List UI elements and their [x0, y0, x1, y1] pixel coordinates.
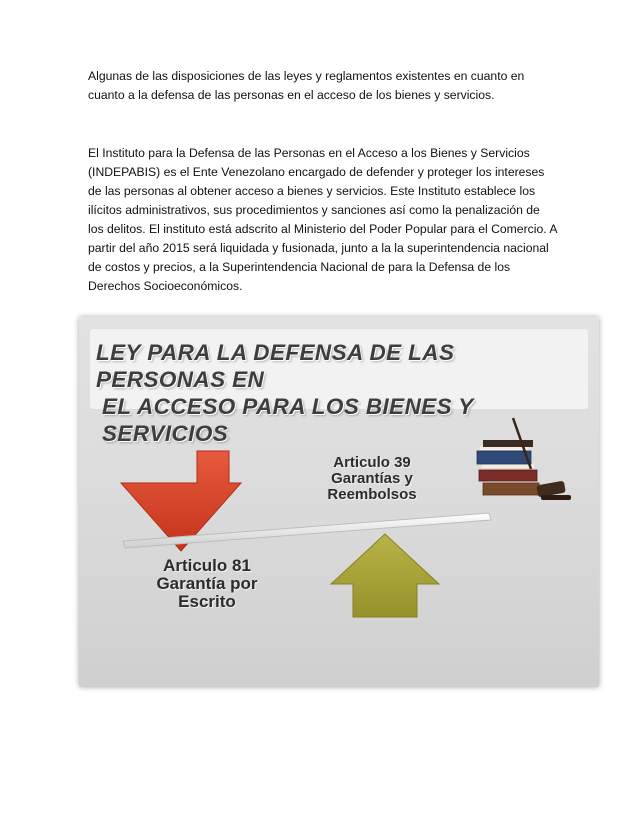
title-line-2: EL ACCESO PARA LOS BIENES Y SERVICIOS — [102, 394, 474, 446]
article-81-line-2: Garantía por — [156, 574, 258, 593]
arrow-up-icon — [331, 534, 439, 617]
intro-paragraph: Algunas de las disposiciones de las leyes y reglamentos existentes en cuanto en cuanto a la defensa de las personas en el acceso de los bienes y servicios. — [88, 69, 525, 102]
article-81-line-3: Escrito — [178, 592, 236, 611]
article-39-line-2: Garantías y — [331, 470, 413, 487]
article-81-title: Articulo 81 — [163, 556, 251, 575]
article-39-line-3: Reembolsos — [327, 486, 417, 503]
article-39-label — [297, 455, 447, 503]
article-39-title: Articulo 39 — [333, 454, 411, 471]
article-81-label — [127, 557, 287, 611]
instituto-paragraph: El Instituto para la Defensa de las Personas en el Acceso a los Bienes y Servicios (INDEPABIS) es el Ente Venezolano encargado de defender y proteger los intereses de las personas al obtener acceso a bienes y servicios. Este Instituto establece los ilícitos administrativos, sus procedimientos y sanciones así como la penalización de los delitos. El instituto está adscrito al Ministerio del Poder Popular para el Comercio. A partir del año 2015 será liquidada y fusionada, junto a la la superintendencia nacional de costos y precios, a la Superintendencia Nacional de para la Defensa de los Derechos Socioeconómicos. — [88, 146, 557, 293]
title-line-1: LEY PARA LA DEFENSA DE LAS PERSONAS EN — [96, 340, 455, 392]
books-gavel-icon — [477, 418, 571, 500]
law-infographic — [79, 317, 599, 687]
